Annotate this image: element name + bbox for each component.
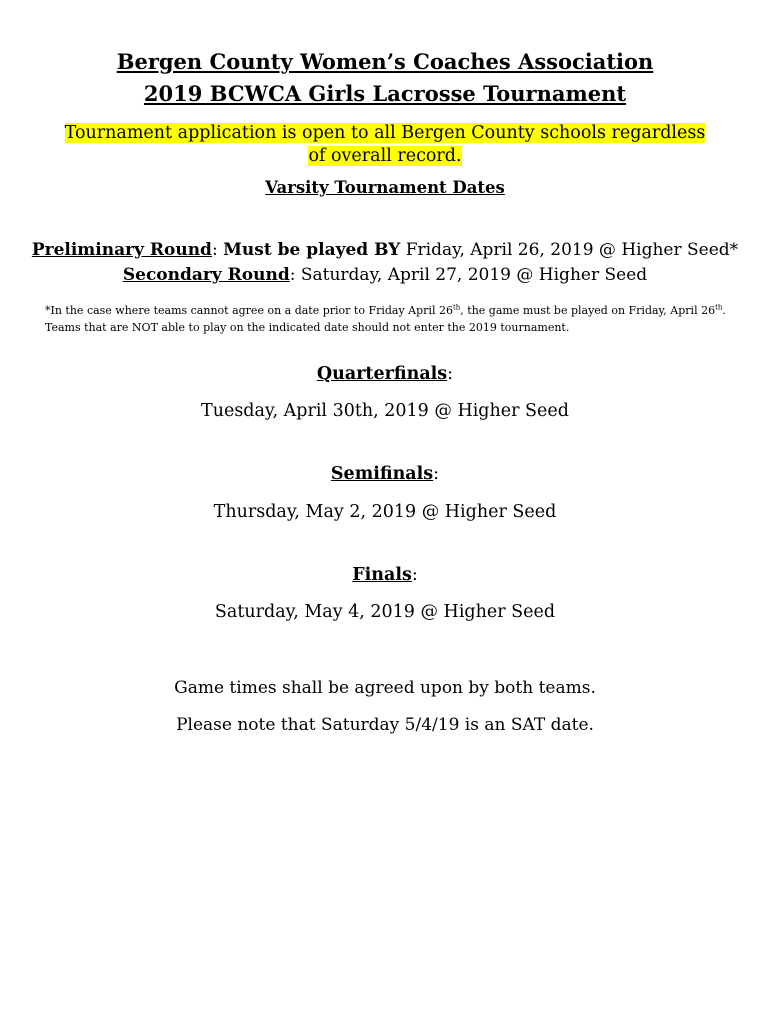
preliminary-round-detail: Friday, April 26, 2019 @ Higher Seed*	[400, 240, 739, 260]
title-block	[0, 46, 770, 110]
quarterfinals-sep: :	[447, 364, 454, 384]
preliminary-round-emphasis: Must be played BY	[223, 240, 401, 260]
semifinals-date: Thursday, May 2, 2019 @ Higher Seed	[213, 502, 557, 522]
footnote-text-1: *In the case where teams cannot agree on a date prior to Friday April 26	[45, 304, 453, 317]
semifinals-label: Semifinals	[330, 464, 434, 484]
semifinals-heading	[0, 464, 770, 484]
secondary-round-detail: : Saturday, April 27, 2019 @ Higher Seed	[289, 265, 648, 285]
footnote-line-1	[45, 302, 735, 319]
finals-date: Saturday, May 4, 2019 @ Higher Seed	[214, 602, 556, 622]
preliminary-round-line	[0, 240, 770, 260]
date-footnote	[45, 302, 735, 336]
finals-label: Finals	[352, 565, 412, 585]
finals-heading	[0, 565, 770, 585]
quarterfinals-label: Quarterfinals	[316, 364, 448, 384]
footnote-text-3: .	[722, 304, 726, 317]
varsity-dates-heading: Varsity Tournament Dates	[265, 178, 505, 197]
secondary-round-label: Secondary Round	[122, 265, 290, 285]
semifinals-sep: :	[433, 464, 440, 484]
finals-sep: :	[411, 565, 418, 585]
footnote-sup-1: th	[452, 303, 461, 312]
tournament-title: 2019 BCWCA Girls Lacrosse Tournament	[143, 81, 627, 106]
quarterfinals-heading	[0, 364, 770, 384]
footnote-text-2: , the game must be played on Friday, April 26	[460, 304, 716, 317]
sat-date-note: Please note that Saturday 5/4/19 is an SAT date.	[176, 715, 594, 735]
footnote-sup-2: th	[715, 303, 723, 312]
secondary-round-line	[0, 265, 770, 285]
association-title: Bergen County Women’s Coaches Association	[116, 49, 654, 74]
preliminary-round-sep: :	[211, 240, 218, 260]
application-notice	[60, 122, 710, 168]
footnote-line-2: Teams that are NOT able to play on the indicated date should not enter the 2019 tournament.	[45, 321, 570, 334]
preliminary-round-label: Preliminary Round	[31, 240, 212, 260]
highlighted-notice-text: Tournament application is open to all Bergen County schools regardless of overall record.	[64, 123, 706, 166]
game-times-note: Game times shall be agreed upon by both teams.	[174, 678, 596, 698]
quarterfinals-date: Tuesday, April 30th, 2019 @ Higher Seed	[201, 401, 569, 421]
